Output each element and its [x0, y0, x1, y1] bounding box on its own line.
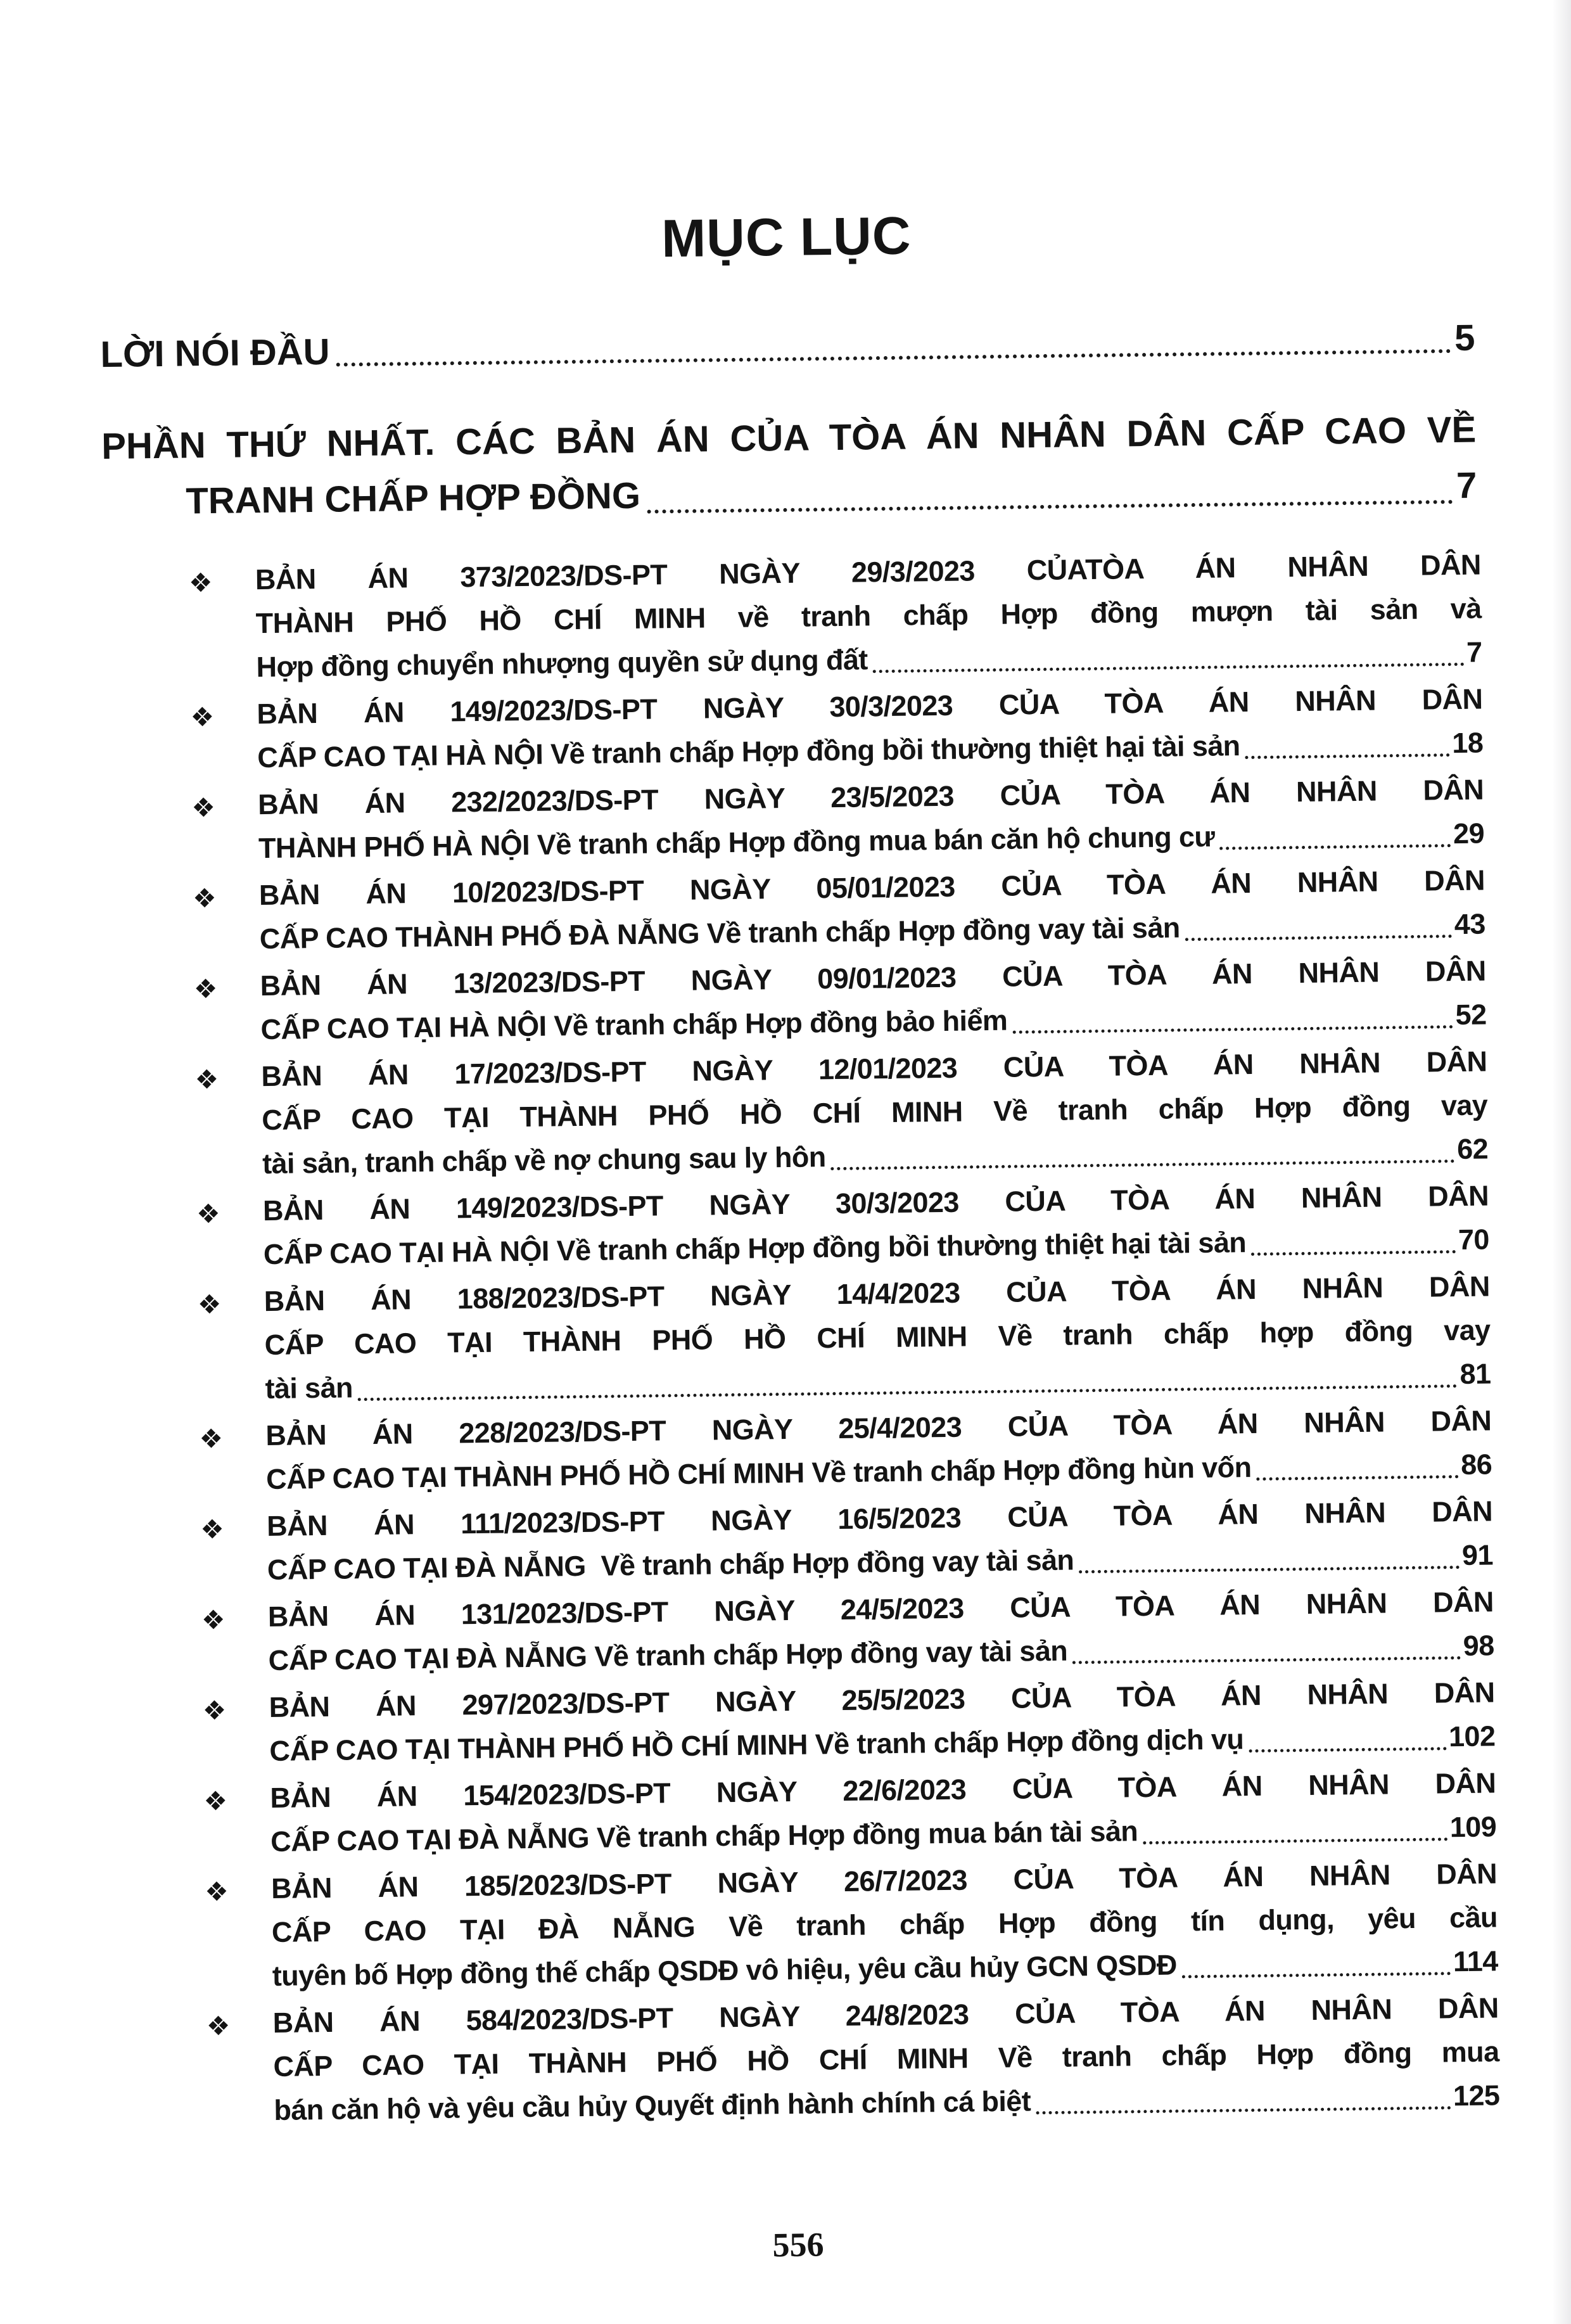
entry-last-line: CẤP CAO TẠI ĐÀ NẴNG Về tranh chấp Hợp đồng vay tài sản 98: [268, 1623, 1494, 1682]
bullet-diamond-icon: ❖: [197, 1289, 222, 1320]
entry-page-number: 18: [1452, 726, 1484, 760]
bullet-diamond-icon: ❖: [206, 2010, 231, 2041]
toc-entry: [200, 1489, 1494, 1592]
dot-leader: [873, 663, 1464, 673]
entry-last-line: CẤP CAO THÀNH PHỐ ĐÀ NẴNG Về tranh chấp Hợp đồng vay tài sản 43: [259, 902, 1485, 961]
entry-last-line: CẤP CAO TẠI HÀ NỘI Về tranh chấp Hợp đồng bảo hiểm 52: [260, 992, 1487, 1051]
entry-page-number: 91: [1461, 1538, 1494, 1571]
toc-entry: [202, 1670, 1496, 1773]
entry-line: BẢN ÁN 111/2023/DS-PT NGÀY 16/5/2023 CỦA TÒA ÁN NHÂN DÂN: [266, 1495, 1493, 1543]
entry-line: CẤP CAO TẠI THÀNH PHỐ HỒ CHÍ MINH Về tranh chấp Hợp đồng mua: [273, 2035, 1499, 2083]
dot-leader: [1249, 1747, 1446, 1753]
toc-entry: [205, 1851, 1498, 1998]
entry-last-line: THÀNH PHỐ HÀ NỘI Về tranh chấp Hợp đồng mua bán căn hộ chung cư 29: [258, 811, 1485, 870]
part-heading-line2: TRANH CHẤP HỢP ĐỒNG: [185, 475, 641, 522]
dot-leader: [831, 1159, 1455, 1170]
entry-line: BẢN ÁN 13/2023/DS-PT NGÀY 09/01/2023 CỦA TÒA ÁN NHÂN DÂN: [260, 954, 1486, 1002]
dot-leader: [1185, 935, 1452, 941]
entry-line: BẢN ÁN 149/2023/DS-PT NGÀY 30/3/2023 CỦA TÒA ÁN NHÂN DÂN: [257, 682, 1483, 731]
part-page-number: 7: [1456, 464, 1477, 506]
toc-entries: [188, 543, 1499, 2133]
entry-line: BẢN ÁN 232/2023/DS-PT NGÀY 23/5/2023 CỦA TÒA ÁN NHÂN DÂN: [257, 773, 1484, 821]
entry-line: CẤP CAO TẠI ĐÀ NẴNG Về tranh chấp Hợp đồng tín dụng, yêu cầu: [271, 1901, 1498, 1948]
dot-leader: [1257, 1475, 1459, 1481]
entry-last-line: tuyên bố Hợp đồng thế chấp QSDĐ vô hiệu, yêu cầu hủy GCN QSDĐ 114: [272, 1939, 1498, 1998]
toc-entry: [206, 1986, 1499, 2133]
entry-last-line: CẤP CAO TẠI THÀNH PHỐ HỒ CHÍ MINH Về tranh chấp Hợp đồng hùn vốn 86: [266, 1442, 1492, 1501]
page-title: MỤC LỤC: [661, 205, 912, 269]
folio-page-number: 556: [772, 2225, 824, 2264]
dot-leader: [1220, 844, 1451, 850]
entry-last-line: CẤP CAO TẠI ĐÀ NẴNG Về tranh chấp Hợp đồng vay tài sản 91: [267, 1533, 1494, 1592]
foreword-label: LỜI NÓI ĐẦU: [100, 331, 330, 376]
dot-leader: [1012, 1025, 1453, 1033]
entry-last-line: tài sản 81: [265, 1351, 1491, 1410]
toc-entry: [197, 1264, 1491, 1411]
entry-line: THÀNH PHỐ HỒ CHÍ MINH về tranh chấp Hợp đồng mượn tài sản và: [255, 592, 1482, 640]
entry-line: BẢN ÁN 188/2023/DS-PT NGÀY 14/4/2023 CỦA TÒA ÁN NHÂN DÂN: [264, 1270, 1490, 1318]
dot-leader: [1143, 1837, 1447, 1844]
bullet-diamond-icon: ❖: [194, 1064, 219, 1095]
entry-page-number: 62: [1456, 1132, 1489, 1166]
toc-entry: [188, 543, 1482, 690]
toc-entry: [199, 1398, 1492, 1502]
entry-line: CẤP CAO TẠI THÀNH PHỐ HỒ CHÍ MINH Về tranh chấp hợp đồng vay: [264, 1313, 1491, 1362]
toc-entry: [194, 1039, 1488, 1186]
entry-page-number: 70: [1458, 1223, 1490, 1256]
entry-line: BẢN ÁN 17/2023/DS-PT NGÀY 12/01/2023 CỦA TÒA ÁN NHÂN DÂN: [261, 1045, 1487, 1093]
bullet-diamond-icon: ❖: [191, 792, 216, 823]
bullet-diamond-icon: ❖: [200, 1514, 225, 1545]
dot-leader: [1036, 2106, 1451, 2114]
entry-page-number: 114: [1453, 1944, 1498, 1978]
entry-page-number: 86: [1460, 1448, 1492, 1481]
entry-page-number: 98: [1463, 1629, 1494, 1662]
entry-page-number: 7: [1466, 635, 1482, 668]
dot-leader: [1079, 1566, 1460, 1573]
entry-page-number: 125: [1453, 2079, 1500, 2112]
toc-part-heading: [101, 402, 1477, 530]
bullet-diamond-icon: ❖: [192, 883, 217, 914]
toc-entry: [193, 858, 1486, 961]
dot-leader: [1182, 1972, 1451, 1978]
entry-line: BẢN ÁN 373/2023/DS-PT NGÀY 29/3/2023 CỦATÒA ÁN NHÂN DÂN: [255, 548, 1482, 596]
toc-entry: [201, 1580, 1494, 1683]
bullet-diamond-icon: ❖: [201, 1604, 226, 1635]
bullet-diamond-icon: ❖: [188, 567, 213, 598]
bullet-diamond-icon: ❖: [202, 1695, 227, 1726]
entry-last-line: bán căn hộ và yêu cầu hủy Quyết định hành chính cá biệt 125: [274, 2073, 1500, 2132]
entry-line: BẢN ÁN 131/2023/DS-PT NGÀY 24/5/2023 CỦA TÒA ÁN NHÂN DÂN: [267, 1585, 1494, 1633]
bullet-diamond-icon: ❖: [204, 1876, 229, 1907]
bullet-diamond-icon: ❖: [193, 973, 218, 1004]
bullet-diamond-icon: ❖: [203, 1785, 228, 1816]
toc-entry: [203, 1761, 1497, 1864]
entry-line: BẢN ÁN 10/2023/DS-PT NGÀY 05/01/2023 CỦA TÒA ÁN NHÂN DÂN: [258, 864, 1485, 912]
entry-line: BẢN ÁN 228/2023/DS-PT NGÀY 25/4/2023 CỦA TÒA ÁN NHÂN DÂN: [265, 1404, 1492, 1452]
entry-page-number: 29: [1453, 817, 1485, 850]
entry-page-number: 81: [1460, 1357, 1491, 1391]
entry-last-line: tài sản, tranh chấp về nợ chung sau ly hôn 62: [262, 1127, 1489, 1185]
bullet-diamond-icon: ❖: [196, 1198, 221, 1229]
part-heading-line1: PHẦN THỨ NHẤT. CÁC BẢN ÁN CỦA TÒA ÁN NHÂN DÂN CẤP CAO VỀ: [101, 409, 1477, 468]
entry-last-line: CẤP CAO TẠI HÀ NỘI Về tranh chấp Hợp đồng bồi thường thiệt hại tài sản 18: [257, 720, 1484, 779]
entry-page-number: 43: [1454, 907, 1485, 941]
toc-entry: [191, 767, 1485, 871]
entry-line: BẢN ÁN 584/2023/DS-PT NGÀY 24/8/2023 CỦA TÒA ÁN NHÂN DÂN: [272, 1991, 1499, 2039]
foreword-page-number: 5: [1454, 317, 1475, 359]
entry-last-line: CẤP CAO TẠI THÀNH PHỐ HỒ CHÍ MINH Về tranh chấp Hợp đồng dịch vụ 102: [269, 1714, 1496, 1773]
entry-last-line: CẤP CAO TẠI ĐÀ NẴNG Về tranh chấp Hợp đồng mua bán tài sản 109: [270, 1804, 1497, 1863]
entry-line: BẢN ÁN 149/2023/DS-PT NGÀY 30/3/2023 CỦA TÒA ÁN NHÂN DÂN: [262, 1179, 1489, 1227]
dot-leader: [1251, 1250, 1456, 1256]
toc-entry: [196, 1173, 1490, 1277]
toc-foreword-row: [100, 314, 1475, 380]
toc-content: [96, 0, 1500, 2137]
dot-leader: [1072, 1656, 1461, 1664]
bullet-diamond-icon: ❖: [199, 1423, 224, 1454]
dot-leader: [1245, 753, 1450, 759]
entry-page-number: 109: [1449, 1810, 1497, 1844]
entry-page-number: 52: [1455, 998, 1487, 1031]
toc-entry: [193, 948, 1487, 1052]
dot-leader: [358, 1384, 1458, 1401]
entry-page-number: 102: [1448, 1720, 1496, 1753]
bullet-diamond-icon: ❖: [190, 701, 215, 732]
entry-last-line: Hợp đồng chuyển nhượng quyền sử dụng đất 7: [256, 630, 1482, 689]
entry-line: BẢN ÁN 154/2023/DS-PT NGÀY 22/6/2023 CỦA TÒA ÁN NHÂN DÂN: [270, 1766, 1496, 1815]
entry-last-line: CẤP CAO TẠI HÀ NỘI Về tranh chấp Hợp đồng bồi thường thiệt hại tài sản 70: [263, 1217, 1489, 1276]
entry-line: BẢN ÁN 297/2023/DS-PT NGÀY 25/5/2023 CỦA TÒA ÁN NHÂN DÂN: [269, 1676, 1495, 1724]
dot-leader: [336, 349, 1451, 366]
toc-entry: [190, 677, 1484, 781]
entry-line: CẤP CAO TẠI THÀNH PHỐ HỒ CHÍ MINH Về tranh chấp Hợp đồng vay: [262, 1089, 1488, 1137]
dot-leader: [647, 500, 1453, 514]
entry-line: BẢN ÁN 185/2023/DS-PT NGÀY 26/7/2023 CỦA TÒA ÁN NHÂN DÂN: [270, 1857, 1498, 1905]
